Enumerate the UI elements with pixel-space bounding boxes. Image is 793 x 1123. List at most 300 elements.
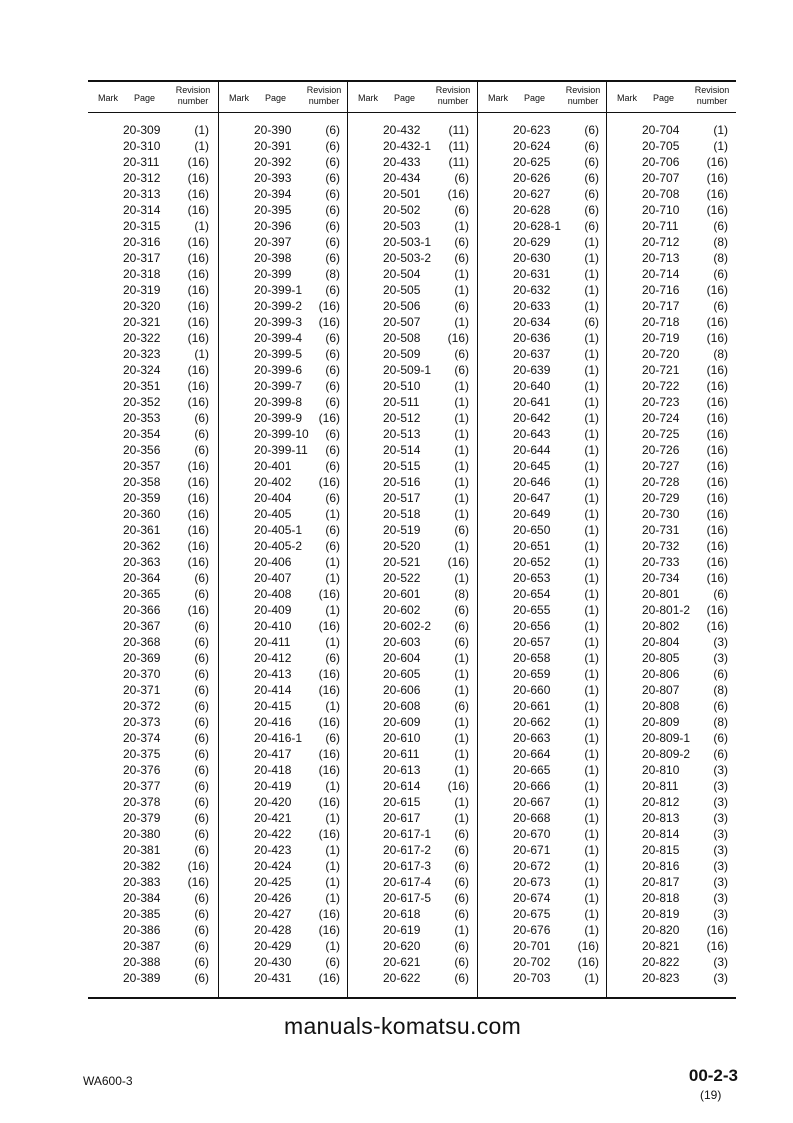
page-cell: 20-708 <box>642 187 680 201</box>
table-row <box>219 154 349 170</box>
revision-cell: (6) <box>194 427 209 441</box>
table-row <box>219 538 349 554</box>
revision-cell: (1) <box>325 875 340 889</box>
column-header <box>348 82 478 112</box>
page-cell: 20-816 <box>642 859 680 873</box>
table-row <box>348 458 478 474</box>
page-cell: 20-811 <box>642 779 679 793</box>
revision-cell: (6) <box>454 635 469 649</box>
table-row <box>607 474 737 490</box>
revision-cell: (1) <box>584 523 599 537</box>
page-cell: 20-430 <box>254 955 292 969</box>
page-cell: 20-726 <box>642 443 680 457</box>
page-cell: 20-402 <box>254 475 292 489</box>
page-cell: 20-399-1 <box>254 283 303 297</box>
revision-cell: (1) <box>454 763 469 777</box>
revision-cell: (6) <box>454 363 469 377</box>
table-row <box>607 890 737 906</box>
page-cell: 20-819 <box>642 907 680 921</box>
table-row <box>348 170 478 186</box>
page-cell: 20-388 <box>123 955 161 969</box>
revision-cell: (8) <box>713 235 728 249</box>
table-row <box>348 922 478 938</box>
column-header <box>88 82 218 112</box>
watermark: manuals-komatsu.com <box>284 1013 522 1039</box>
table-row <box>607 794 737 810</box>
page-cell: 20-390 <box>254 123 292 137</box>
table-row <box>88 858 218 874</box>
revision-cell: (6) <box>454 971 469 985</box>
page-cell: 20-311 <box>123 155 160 169</box>
page-cell: 20-802 <box>642 619 680 633</box>
revision-cell: (1) <box>325 891 340 905</box>
table-row <box>348 730 478 746</box>
page-cell: 20-734 <box>642 571 680 585</box>
table-row <box>478 650 608 666</box>
page-cell: 20-712 <box>642 235 680 249</box>
table-row <box>88 794 218 810</box>
table-row <box>607 250 737 266</box>
revision-cell: (6) <box>713 267 728 281</box>
revision-cell: (16) <box>187 395 209 409</box>
page-cell: 20-361 <box>123 523 161 537</box>
revision-cell: (1) <box>194 219 209 233</box>
page-cell: 20-365 <box>123 587 161 601</box>
table-row <box>607 138 737 154</box>
revision-cell: (11) <box>448 123 469 137</box>
revision-cell: (16) <box>187 875 209 889</box>
page-cell: 20-399-2 <box>254 299 303 313</box>
revision-cell: (1) <box>584 827 599 841</box>
revision-cell: (1) <box>194 123 209 137</box>
page-cell: 20-621 <box>383 955 421 969</box>
table-row <box>478 266 608 282</box>
page-cell: 20-662 <box>513 715 551 729</box>
table-row <box>348 794 478 810</box>
page-cell: 20-405 <box>254 507 292 521</box>
revision-cell: (3) <box>713 811 728 825</box>
page-cell: 20-363 <box>123 555 161 569</box>
table-row <box>348 826 478 842</box>
page-cell: 20-432-1 <box>383 139 432 153</box>
page-cell: 20-503-1 <box>383 235 432 249</box>
table-row <box>607 314 737 330</box>
page-cell: 20-601 <box>383 587 421 601</box>
revision-cell: (1) <box>454 283 469 297</box>
page-cell: 20-823 <box>642 971 680 985</box>
revision-cell: (16) <box>706 203 728 217</box>
revision-cell: (6) <box>194 763 209 777</box>
page-cell: 20-609 <box>383 715 421 729</box>
revision-cell: (16) <box>318 667 340 681</box>
page-cell: 20-703 <box>513 971 551 985</box>
table-row <box>88 698 218 714</box>
page-cell: 20-628-1 <box>513 219 562 233</box>
table-row <box>478 490 608 506</box>
page-cell: 20-617-4 <box>383 875 432 889</box>
table-column-group <box>88 82 218 997</box>
page-cell: 20-516 <box>383 475 421 489</box>
revision-cell: (3) <box>713 651 728 665</box>
revision-cell: (8) <box>454 587 469 601</box>
revision-cell: (6) <box>454 347 469 361</box>
table-row <box>88 314 218 330</box>
table-row <box>219 714 349 730</box>
revision-cell: (1) <box>584 555 599 569</box>
revision-cell: (6) <box>713 667 728 681</box>
table-row <box>88 826 218 842</box>
table-row <box>219 186 349 202</box>
table-row <box>478 874 608 890</box>
page-cell: 20-370 <box>123 667 161 681</box>
page-cell: 20-701 <box>513 939 551 953</box>
table-row <box>348 490 478 506</box>
revision-cell: (1) <box>584 651 599 665</box>
page-cell: 20-627 <box>513 187 551 201</box>
page-cell: 20-395 <box>254 203 292 217</box>
page-cell: 20-652 <box>513 555 551 569</box>
table-row <box>88 538 218 554</box>
revision-cell: (1) <box>454 731 469 745</box>
page-cell: 20-373 <box>123 715 161 729</box>
table-row <box>219 250 349 266</box>
revision-cell: (16) <box>706 363 728 377</box>
page-cell: 20-661 <box>513 699 551 713</box>
revision-cell: (6) <box>584 315 599 329</box>
page-cell: 20-501 <box>383 187 421 201</box>
page-cell: 20-522 <box>383 571 421 585</box>
table-row <box>478 778 608 794</box>
table-row <box>607 330 737 346</box>
page-cell: 20-381 <box>123 843 161 857</box>
revision-cell: (1) <box>584 843 599 857</box>
revision-cell: (6) <box>194 923 209 937</box>
table-row <box>88 266 218 282</box>
table-row <box>607 522 737 538</box>
revision-cell: (6) <box>584 187 599 201</box>
table-row <box>607 906 737 922</box>
revision-cell: (16) <box>187 859 209 873</box>
table-row <box>88 362 218 378</box>
table-row <box>88 746 218 762</box>
header-revision: Revision number <box>435 85 471 106</box>
page-cell: 20-706 <box>642 155 680 169</box>
page-cell: 20-409 <box>254 603 292 617</box>
table-row <box>478 842 608 858</box>
page-cell: 20-505 <box>383 283 421 297</box>
table-row <box>348 266 478 282</box>
table-row <box>348 234 478 250</box>
revision-cell: (16) <box>187 267 209 281</box>
table-row <box>478 922 608 938</box>
table-row <box>219 650 349 666</box>
table-row <box>88 922 218 938</box>
revision-cell: (1) <box>584 795 599 809</box>
page-cell: 20-369 <box>123 651 161 665</box>
page-cell: 20-372 <box>123 699 161 713</box>
page-cell: 20-314 <box>123 203 161 217</box>
revision-cell: (1) <box>454 219 469 233</box>
table-row <box>607 538 737 554</box>
table-row <box>478 762 608 778</box>
header-mark: Mark <box>617 93 637 103</box>
table-row <box>88 378 218 394</box>
page-cell: 20-425 <box>254 875 292 889</box>
page-version: (19) <box>700 1088 722 1102</box>
table-row <box>478 202 608 218</box>
revision-cell: (6) <box>194 955 209 969</box>
revision-cell: (16) <box>706 395 728 409</box>
table-row <box>348 618 478 634</box>
revision-cell: (1) <box>584 475 599 489</box>
page-cell: 20-366 <box>123 603 161 617</box>
header-revision: Revision number <box>565 85 601 106</box>
page-cell: 20-506 <box>383 299 421 313</box>
table-row <box>219 138 349 154</box>
revision-cell: (1) <box>454 427 469 441</box>
table-row <box>219 474 349 490</box>
page-cell: 20-371 <box>123 683 161 697</box>
revision-cell: (6) <box>194 747 209 761</box>
table-row <box>88 554 218 570</box>
header-page: Page <box>653 93 675 103</box>
revision-cell: (1) <box>454 811 469 825</box>
page-cell: 20-399-10 <box>254 427 309 441</box>
table-row <box>219 970 349 986</box>
table-row <box>607 426 737 442</box>
header-mark: Mark <box>358 93 378 103</box>
table-row <box>607 506 737 522</box>
table-row <box>478 810 608 826</box>
revision-cell: (16) <box>706 315 728 329</box>
table-row <box>219 506 349 522</box>
table-row <box>219 314 349 330</box>
revision-cell: (8) <box>713 715 728 729</box>
page-cell: 20-518 <box>383 507 421 521</box>
table-row <box>478 474 608 490</box>
table-row <box>219 698 349 714</box>
revision-cell: (8) <box>713 251 728 265</box>
page-cell: 20-399-7 <box>254 379 303 393</box>
table-row <box>478 314 608 330</box>
page-cell: 20-521 <box>383 555 421 569</box>
table-row <box>607 970 737 986</box>
revision-cell: (16) <box>706 379 728 393</box>
revision-cell: (3) <box>713 971 728 985</box>
table-row <box>478 218 608 234</box>
table-row <box>348 250 478 266</box>
page-cell: 20-636 <box>513 331 551 345</box>
table-row <box>88 778 218 794</box>
revision-cell: (1) <box>584 331 599 345</box>
header-page: Page <box>265 93 287 103</box>
revision-cell: (8) <box>325 267 340 281</box>
page-cell: 20-617-3 <box>383 859 432 873</box>
revision-cell: (16) <box>706 491 728 505</box>
page-cell: 20-711 <box>642 219 679 233</box>
revision-cell: (16) <box>318 763 340 777</box>
machine-model: WA600-3 <box>83 1074 133 1088</box>
revision-cell: (16) <box>318 619 340 633</box>
revision-cell: (16) <box>318 315 340 329</box>
table-row <box>348 714 478 730</box>
header-revision: Revision number <box>306 85 342 106</box>
page-cell: 20-640 <box>513 379 551 393</box>
table-row <box>219 458 349 474</box>
page-cell: 20-630 <box>513 251 551 265</box>
page-cell: 20-614 <box>383 779 421 793</box>
page-cell: 20-502 <box>383 203 421 217</box>
page-cell: 20-368 <box>123 635 161 649</box>
table-row <box>607 154 737 170</box>
page-cell: 20-392 <box>254 155 292 169</box>
page-cell: 20-360 <box>123 507 161 521</box>
table-row <box>88 650 218 666</box>
table-row <box>348 522 478 538</box>
revision-cell: (16) <box>318 475 340 489</box>
revision-cell: (6) <box>325 459 340 473</box>
page-cell: 20-399-6 <box>254 363 303 377</box>
page-cell: 20-719 <box>642 331 680 345</box>
revision-cell: (16) <box>318 907 340 921</box>
revision-cell: (1) <box>584 347 599 361</box>
page-cell: 20-416-1 <box>254 731 303 745</box>
page-cell: 20-404 <box>254 491 292 505</box>
page-cell: 20-310 <box>123 139 161 153</box>
page-cell: 20-645 <box>513 459 551 473</box>
revision-cell: (6) <box>584 171 599 185</box>
page-cell: 20-619 <box>383 923 421 937</box>
table-row <box>607 202 737 218</box>
revision-cell: (16) <box>187 507 209 521</box>
table-row <box>607 458 737 474</box>
page-cell: 20-617-5 <box>383 891 432 905</box>
page-cell: 20-318 <box>123 267 161 281</box>
page-cell: 20-622 <box>383 971 421 985</box>
table-row <box>88 874 218 890</box>
table-row <box>607 682 737 698</box>
revision-cell: (1) <box>584 699 599 713</box>
table-row <box>478 634 608 650</box>
header-revision: Revision number <box>175 85 211 106</box>
table-row <box>607 394 737 410</box>
revision-cell: (1) <box>325 635 340 649</box>
page-cell: 20-667 <box>513 795 551 809</box>
page-cell: 20-359 <box>123 491 161 505</box>
revision-cell: (1) <box>454 395 469 409</box>
revision-cell: (3) <box>713 955 728 969</box>
page-cell: 20-515 <box>383 459 421 473</box>
revision-cell: (1) <box>194 347 209 361</box>
table-row <box>348 282 478 298</box>
table-row <box>607 602 737 618</box>
revision-cell: (6) <box>454 891 469 905</box>
table-row <box>348 586 478 602</box>
revision-cell: (16) <box>318 971 340 985</box>
revision-cell: (1) <box>454 747 469 761</box>
page-cell: 20-426 <box>254 891 292 905</box>
table-row <box>607 650 737 666</box>
revision-cell: (6) <box>713 587 728 601</box>
table-row <box>607 938 737 954</box>
header-mark: Mark <box>488 93 508 103</box>
revision-cell: (1) <box>584 235 599 249</box>
page-cell: 20-391 <box>254 139 292 153</box>
table-row <box>607 778 737 794</box>
revision-cell: (6) <box>194 411 209 425</box>
revision-cell: (16) <box>706 443 728 457</box>
table-row <box>88 410 218 426</box>
page-cell: 20-651 <box>513 539 551 553</box>
table-row <box>607 586 737 602</box>
revision-cell: (16) <box>706 171 728 185</box>
page-cell: 20-503 <box>383 219 421 233</box>
page-cell: 20-623 <box>513 123 551 137</box>
revision-cell: (16) <box>318 587 340 601</box>
page-cell: 20-410 <box>254 619 292 633</box>
revision-cell: (6) <box>454 251 469 265</box>
page-cell: 20-725 <box>642 427 680 441</box>
table-row <box>478 154 608 170</box>
page-cell: 20-406 <box>254 555 292 569</box>
page-cell: 20-407 <box>254 571 292 585</box>
revision-cell: (1) <box>584 539 599 553</box>
table-row <box>478 330 608 346</box>
revision-cell: (1) <box>454 507 469 521</box>
revision-cell: (6) <box>454 171 469 185</box>
page-cell: 20-405-1 <box>254 523 303 537</box>
revision-cell: (6) <box>584 123 599 137</box>
table-row <box>219 826 349 842</box>
table-row <box>348 602 478 618</box>
page-cell: 20-317 <box>123 251 161 265</box>
revision-cell: (1) <box>584 731 599 745</box>
page-cell: 20-432 <box>383 123 421 137</box>
revision-cell: (1) <box>584 267 599 281</box>
table-row <box>88 426 218 442</box>
table-row <box>219 170 349 186</box>
table-row <box>219 586 349 602</box>
table-row <box>219 362 349 378</box>
table-row <box>88 138 218 154</box>
revision-cell: (1) <box>454 475 469 489</box>
page-cell: 20-820 <box>642 923 680 937</box>
header-page: Page <box>134 93 156 103</box>
revision-cell: (6) <box>325 523 340 537</box>
page-cell: 20-822 <box>642 955 680 969</box>
page-cell: 20-398 <box>254 251 292 265</box>
revision-cell: (6) <box>454 843 469 857</box>
revision-cell: (3) <box>713 875 728 889</box>
table-column-group <box>477 82 608 997</box>
revision-cell: (16) <box>187 555 209 569</box>
page-cell: 20-312 <box>123 171 161 185</box>
revision-cell: (3) <box>713 779 728 793</box>
revision-cell: (16) <box>447 331 469 345</box>
table-row <box>88 618 218 634</box>
column-header <box>219 82 349 112</box>
table-row <box>478 970 608 986</box>
revision-cell: (6) <box>325 363 340 377</box>
page-cell: 20-618 <box>383 907 421 921</box>
revision-cell: (6) <box>325 395 340 409</box>
page-cell: 20-624 <box>513 139 551 153</box>
revision-cell: (1) <box>584 667 599 681</box>
page-cell: 20-727 <box>642 459 680 473</box>
page-cell: 20-423 <box>254 843 292 857</box>
revision-cell: (1) <box>325 571 340 585</box>
revision-cell: (1) <box>454 923 469 937</box>
